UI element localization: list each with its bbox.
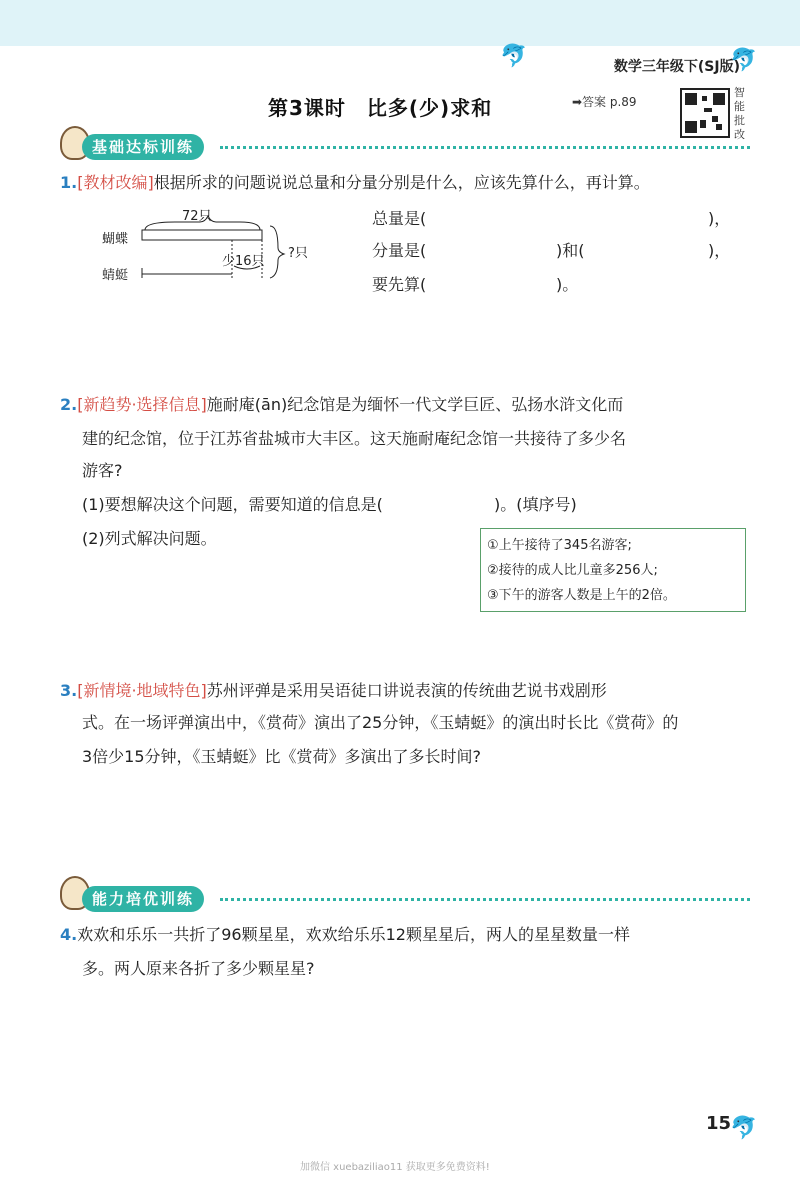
- question-text-line1: 施耐庵(ān)纪念馆是为缅怀一代文学巨匠、弘扬水浒文化而: [206, 395, 624, 414]
- question-2-line3: 游客?: [82, 461, 123, 480]
- smart-grading-label: 智能批改: [734, 86, 745, 141]
- dolphin-icon: 🐬: [730, 1116, 758, 1141]
- header-band: [0, 0, 800, 46]
- question-3: [60, 676, 760, 706]
- lesson-title: 第3课时 比多(少)求和: [268, 96, 493, 120]
- qr-code-icon[interactable]: [680, 88, 730, 138]
- question-text-line1: 苏州评弹是采用吴语徒口讲说表演的传统曲艺说书戏剧形: [206, 681, 607, 700]
- section-advanced-title: 能力培优训练: [82, 886, 204, 912]
- watermark: 加微信 xuebaziliao11 获取更多免费资料!: [300, 1162, 490, 1173]
- question-number: 2.: [60, 395, 78, 414]
- divider: [220, 146, 750, 149]
- answer-reference: ➡答案 p.89: [572, 95, 637, 109]
- question-3-line3: 3倍少15分钟，《玉蜻蜓》比《赏荷》多演出了多长时间?: [82, 747, 482, 766]
- question-text-line1: 欢欢和乐乐一共折了96颗星星，欢欢给乐乐12颗星星后，两人的星星数量一样: [77, 925, 630, 944]
- blank-part-end: )，: [708, 241, 731, 260]
- question-number: 1.: [60, 173, 78, 192]
- dolphin-icon: 🐬: [500, 44, 528, 69]
- question-text: 根据所求的问题说说总量和分量分别是什么，应该先算什么，再计算。: [153, 173, 650, 192]
- info-item-3: ③下午的游客人数是上午的2倍。: [487, 588, 676, 603]
- question-2-sub1-b: )。(填序号): [494, 495, 577, 514]
- info-item-1: ①上午接待了345名游客;: [487, 538, 632, 553]
- diagram-label-butterfly: 蝴蝶: [102, 232, 129, 247]
- question-2-sub1-a: (1)要想解决这个问题，需要知道的信息是(: [82, 495, 383, 514]
- question-number: 4.: [60, 925, 78, 944]
- question-1: [60, 168, 760, 198]
- question-tag: [教材改编]: [77, 173, 154, 192]
- section-advanced-header: [60, 886, 750, 912]
- question-tag: [新趋势·选择信息]: [77, 395, 207, 414]
- question-2-sub2: (2)列式解决问题。: [82, 529, 217, 548]
- section-basic-title: 基础达标训练: [82, 134, 204, 160]
- diagram-label-question: ?只: [288, 246, 308, 261]
- blank-part-label: 分量是(: [372, 241, 427, 260]
- info-box: [480, 528, 746, 612]
- blank-total-end: )，: [708, 209, 731, 228]
- question-tag: [新情境·地域特色]: [77, 681, 207, 700]
- dolphin-icon: 🐬: [730, 48, 758, 73]
- book-title: 数学三年级下(SJ版): [613, 59, 740, 75]
- question-2: [60, 390, 760, 420]
- blank-total-label: 总量是(: [372, 209, 427, 228]
- divider: [220, 898, 750, 901]
- question-number: 3.: [60, 681, 78, 700]
- section-basic-header: [60, 134, 750, 160]
- blank-first-end: )。: [556, 275, 579, 294]
- blank-first-label: 要先算(: [372, 275, 427, 294]
- diagram-label-dragonfly: 蜻蜓: [102, 268, 129, 283]
- question-4: [60, 920, 760, 950]
- diagram-label-total: 72只: [182, 209, 212, 224]
- diagram-label-less: 少16只: [222, 254, 265, 269]
- info-item-2: ②接待的成人比儿童多256人;: [487, 563, 658, 578]
- page-number: 15: [706, 1113, 732, 1134]
- question-4-line2: 多。两人原来各折了多少颗星星?: [82, 959, 315, 978]
- blank-part-and: )和(: [556, 241, 585, 260]
- question-2-line2: 建的纪念馆，位于江苏省盐城市大丰区。这天施耐庵纪念馆一共接待了多少名: [82, 429, 627, 448]
- question-3-line2: 式。在一场评弹演出中，《赏荷》演出了25分钟，《玉蜻蜓》的演出时长比《赏荷》的: [82, 713, 679, 732]
